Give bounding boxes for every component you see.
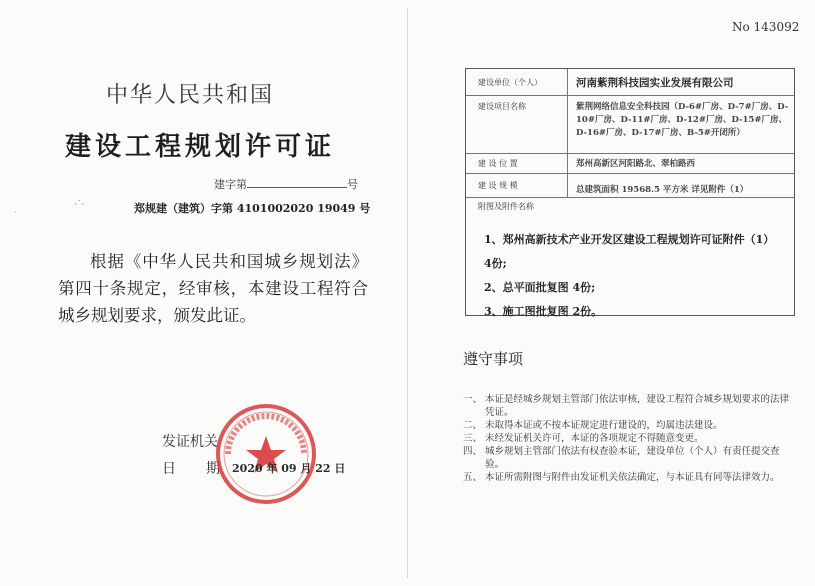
obligation-text: 未经发证机关许可，本证的各项规定不得随意变更。: [485, 433, 704, 444]
row-value: 紫荆网络信息安全科技园（D-6#厂房、D-7#厂房、D-10#厂房、D-11#厂房、D-12#厂房、D-15#厂房、D-16#厂房、D-17#厂房、B-5#开闭所）: [576, 102, 789, 138]
obligation-number: 五、: [463, 472, 483, 483]
obligation-item: [463, 445, 793, 471]
obligation-number: 四、: [463, 446, 483, 457]
row-value: 总建筑面积 19568.5 平方米 详见附件（1）: [576, 185, 749, 195]
edge-mark: ·: [14, 208, 17, 217]
official-seal-icon: [214, 402, 318, 506]
number-suffix: 号: [347, 178, 358, 191]
obligation-number: 二、: [463, 420, 483, 431]
row-label: 建设单位（个人）: [466, 69, 568, 95]
certificate-body: 根据《中华人民共和国城乡规划法》第四十条规定，经审核，本建设工程符合城乡规划要求，颁发此证。: [58, 252, 368, 325]
row-value: 河南紫荆科技园实业发展有限公司: [576, 76, 734, 89]
permit-table: [465, 68, 795, 316]
row-value: 郑州高新区河阳路北、翠柏路西: [576, 159, 696, 169]
row-label: 建 设 规 模: [466, 173, 568, 197]
obligation-item: [463, 432, 793, 445]
country-name: 中华人民共和国: [105, 83, 274, 108]
certificate-number-line: [214, 176, 358, 192]
obligation-number: 三、: [463, 433, 483, 444]
row-label: 建 设 位 置: [466, 153, 568, 173]
scan-noise-mark: ·˙·: [74, 200, 85, 210]
obligation-number: 一、: [463, 394, 483, 405]
issue-date: 2020 年 09 月 22 日: [232, 462, 346, 475]
table-row: [466, 69, 794, 96]
attachment-item: 2、总平面批复图 4份;: [484, 281, 596, 294]
row-label: 建设项目名称: [466, 95, 568, 153]
certificate-title: 建设工程规划许可证: [64, 132, 335, 162]
obligations-title: 遵守事项: [463, 350, 524, 368]
table-row: [466, 95, 794, 154]
obligation-item: [463, 471, 793, 484]
obligation-text: 本证所需附图与附件由发证机关依法确定，与本证具有同等法律效力。: [485, 472, 780, 483]
date-label-period: 期: [206, 461, 220, 477]
certificate-number-value: 郑规建（建筑）字第 4101002020 19049 号: [134, 202, 371, 215]
table-row: [466, 173, 794, 198]
attachment-item: 1、郑州高新技术产业开发区建设工程规划许可证附件（1）: [484, 233, 775, 246]
issuer-label: 发证机关: [162, 434, 218, 450]
obligation-text: 本证是经城乡规划主管部门依法审核，建设工程符合城乡规划要求的法律凭证。: [485, 394, 790, 418]
attachments-title: 附图及附件名称: [478, 202, 534, 211]
attachment-item: 4份;: [484, 257, 507, 270]
obligation-item: [463, 419, 793, 432]
left-page: [0, 0, 407, 586]
table-row: [466, 153, 794, 174]
number-prefix: 建字第: [214, 178, 247, 191]
date-label-day: 日: [162, 461, 176, 477]
obligation-item: [463, 393, 793, 419]
page-fold: [407, 8, 408, 578]
obligation-text: 城乡规划主管部门依法有权查验本证，建设单位（个人）有责任提交查验。: [485, 446, 780, 470]
attachment-item: 3、施工图批复图 2份。: [484, 305, 603, 318]
obligation-text: 未取得本证或不按本证规定进行建设的，均属违法建设。: [485, 420, 723, 431]
serial-number: No 143092: [732, 20, 800, 34]
